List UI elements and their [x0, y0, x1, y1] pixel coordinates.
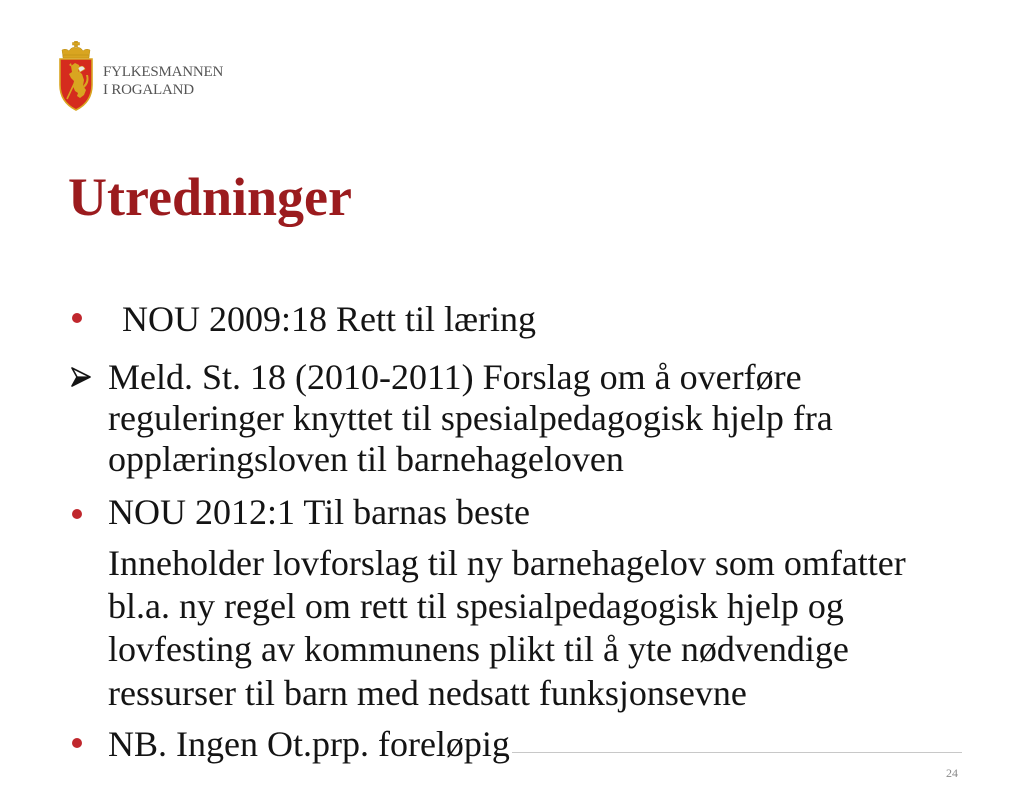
- logo-text-line2: I ROGALAND: [103, 82, 194, 98]
- bullet-icon: [72, 313, 82, 323]
- paragraph-text: lovfesting av kommunens plikt til å yte nødvendige: [108, 629, 849, 669]
- slide-title: Utredninger: [68, 167, 352, 227]
- logo-text-line1: FYLKESMANNEN: [103, 64, 224, 80]
- bullet-icon: [72, 509, 82, 519]
- paragraph-text: ressurser til barn med nedsatt funksjonsevne: [108, 673, 747, 713]
- paragraph-text: Inneholder lovforslag til ny barnehagelov som omfatter: [108, 543, 906, 583]
- list-item-text: NB. Ingen Ot.prp. foreløpig: [108, 724, 510, 764]
- list-item-text: opplæringsloven til barnehageloven: [108, 439, 624, 479]
- bullet-icon: [72, 738, 82, 748]
- arrow-icon: [70, 366, 92, 388]
- list-item-text: NOU 2009:18 Rett til læring: [122, 299, 536, 339]
- paragraph-text: bl.a. ny regel om rett til spesialpedagogisk hjelp og: [108, 586, 844, 626]
- page-number: 24: [946, 766, 958, 780]
- list-item-text: NOU 2012:1 Til barnas beste: [108, 492, 530, 532]
- list-item-text: reguleringer knyttet til spesialpedagogisk hjelp fra: [108, 398, 833, 438]
- footer-divider: [512, 752, 962, 753]
- list-item-text: Meld. St. 18 (2010-2011) Forslag om å overføre: [108, 357, 802, 397]
- coat-of-arms-icon: [56, 41, 96, 111]
